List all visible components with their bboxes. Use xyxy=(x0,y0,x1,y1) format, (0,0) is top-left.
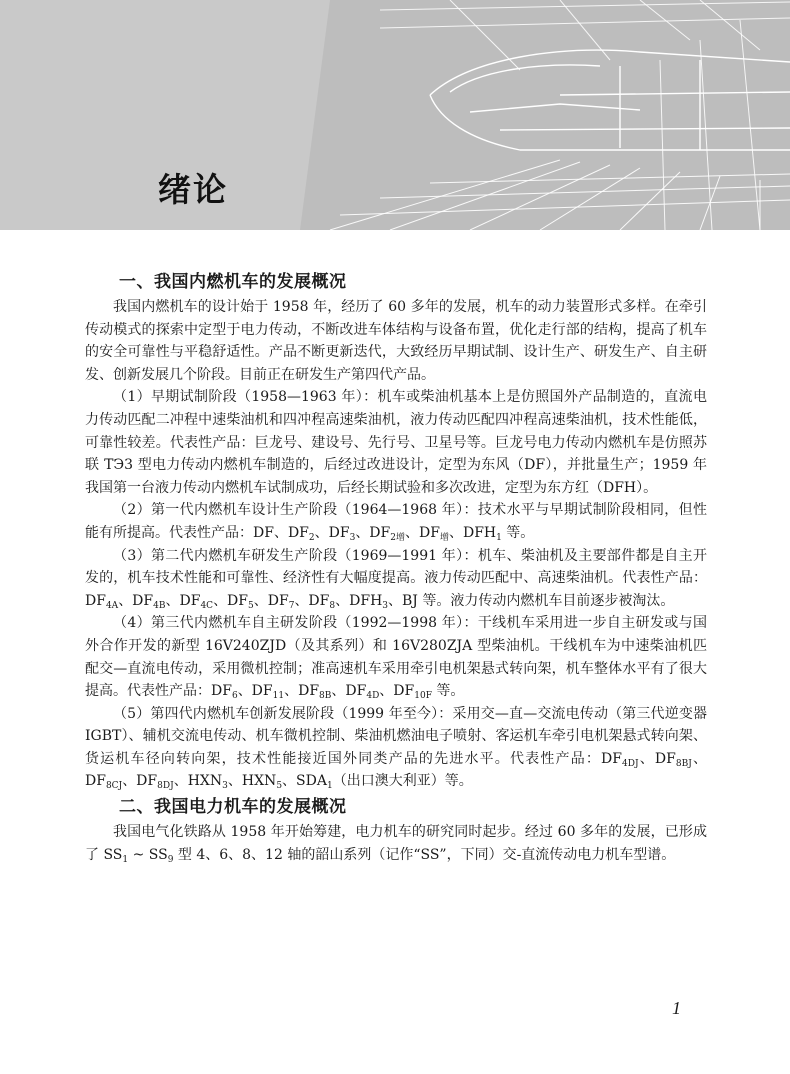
page-body xyxy=(85,268,707,866)
paragraph: （2）第一代内燃机车设计生产阶段（1964—1968 年）：技术水平与早期试制阶段相同，但性能有所提高。代表性产品：DF、$DF_2$、$DF_3$、$DF_{2增}$、$DF_增$、$DFH_1$ 等。 xyxy=(85,502,707,543)
section-heading: 二、我国电力机车的发展概况 xyxy=(119,797,347,818)
section-heading: 一、我国内燃机车的发展概况 xyxy=(119,272,347,292)
paragraph: 我国电气化铁路从 1958 年开始筹建，电力机车的研究同时起步。经过 60 多年的发展，已形成了 $SS_1$ ~ $SS_9$ 型 4、6、8、12 轴的韶山系列（记作“SS”，下同）交-直流传动电力机车型谱。 xyxy=(85,824,707,865)
paragraph: （5）第四代内燃机车创新发展阶段（1999 年至今）：采用交—直—交流电传动（第三代逆变器 IGBT）、辅机交流电传动、机车微机控制、柴油机燃油电子喷射、客运机车牵引电机架悬式转向架、货运机车径向转向架，技术性能接近国外同类产品的先进水平。代表性产品：$DF_{4DJ}$、$DF_{8BJ}$、$DF_{8CJ}$、$DF_{8DJ}$、$HXN_3$、$HXN_5$、$SDA_1$（出口澳大利亚）等。 xyxy=(85,705,707,792)
chapter-banner xyxy=(0,0,790,230)
paragraph: （3）第二代内燃机车研发生产阶段（1969—1991 年）：机车、柴油机及主要部件都是自主开发的，机车技术性能和可靠性、经济性有大幅度提高。液力传动匹配中、高速柴油机。代表性产品：$DF_{4A}$、$DF_{4B}$、$DF_{4C}$、$DF_5$、$DF_7$、$DF_8$、$DFH_3$、BJ 等。液力传动内燃机车目前逐步被淘汰。 xyxy=(85,547,707,611)
page-number: 1 xyxy=(672,998,681,1018)
train-illustration xyxy=(0,0,790,230)
paragraph: （4）第三代内燃机车自主研发阶段（1992—1998 年）：干线机车采用进一步自主研发或与国外合作开发的新型 16V240ZJD（及其系列）和 16V280ZJA 型柴油机。干线机车为中速柴油机匹配交—直流电传动，采用微机控制；准高速机车采用牵引电机架悬式转向架，机车整体水平有了很大提高。代表性产品：$DF_6$、$DF_{11}$、$DF_{8B}$、$DF_{4D}$、$DF_{10F}$ 等。 xyxy=(85,615,707,702)
paragraph: 我国内燃机车的设计始于 1958 年，经历了 60 多年的发展，机车的动力装置形式多样。在牵引传动模式的探索中定型于电力传动，不断改进车体结构与设备布置，优化走行部的结构，提高了机车的安全可靠性与平稳舒适性。产品不断更新迭代，大致经历早期试制、设计生产、研发生产、自主研发、创新发展几个阶段。目前正在研发生产第四代产品。 xyxy=(85,299,707,383)
chapter-title: 绪论 xyxy=(158,170,228,209)
paragraph: （1）早期试制阶段（1958—1963 年）：机车或柴油机基本上是仿照国外产品制造的，直流电力传动匹配二冲程中速柴油机和四冲程高速柴油机，液力传动匹配四冲程高速柴油机，技术性能低，可靠性较差。代表性产品：巨龙号、建设号、先行号、卫星号等。巨龙号电力传动内燃机车是仿照苏联 TЭ3 型电力传动内燃机车制造的，后经过改进设计，定型为东风（DF），并批量生产；1959 年我国第一台液力传动内燃机车试制成功，后经长期试验和多次改进，定型为东方红（DFH）。 xyxy=(85,389,707,496)
